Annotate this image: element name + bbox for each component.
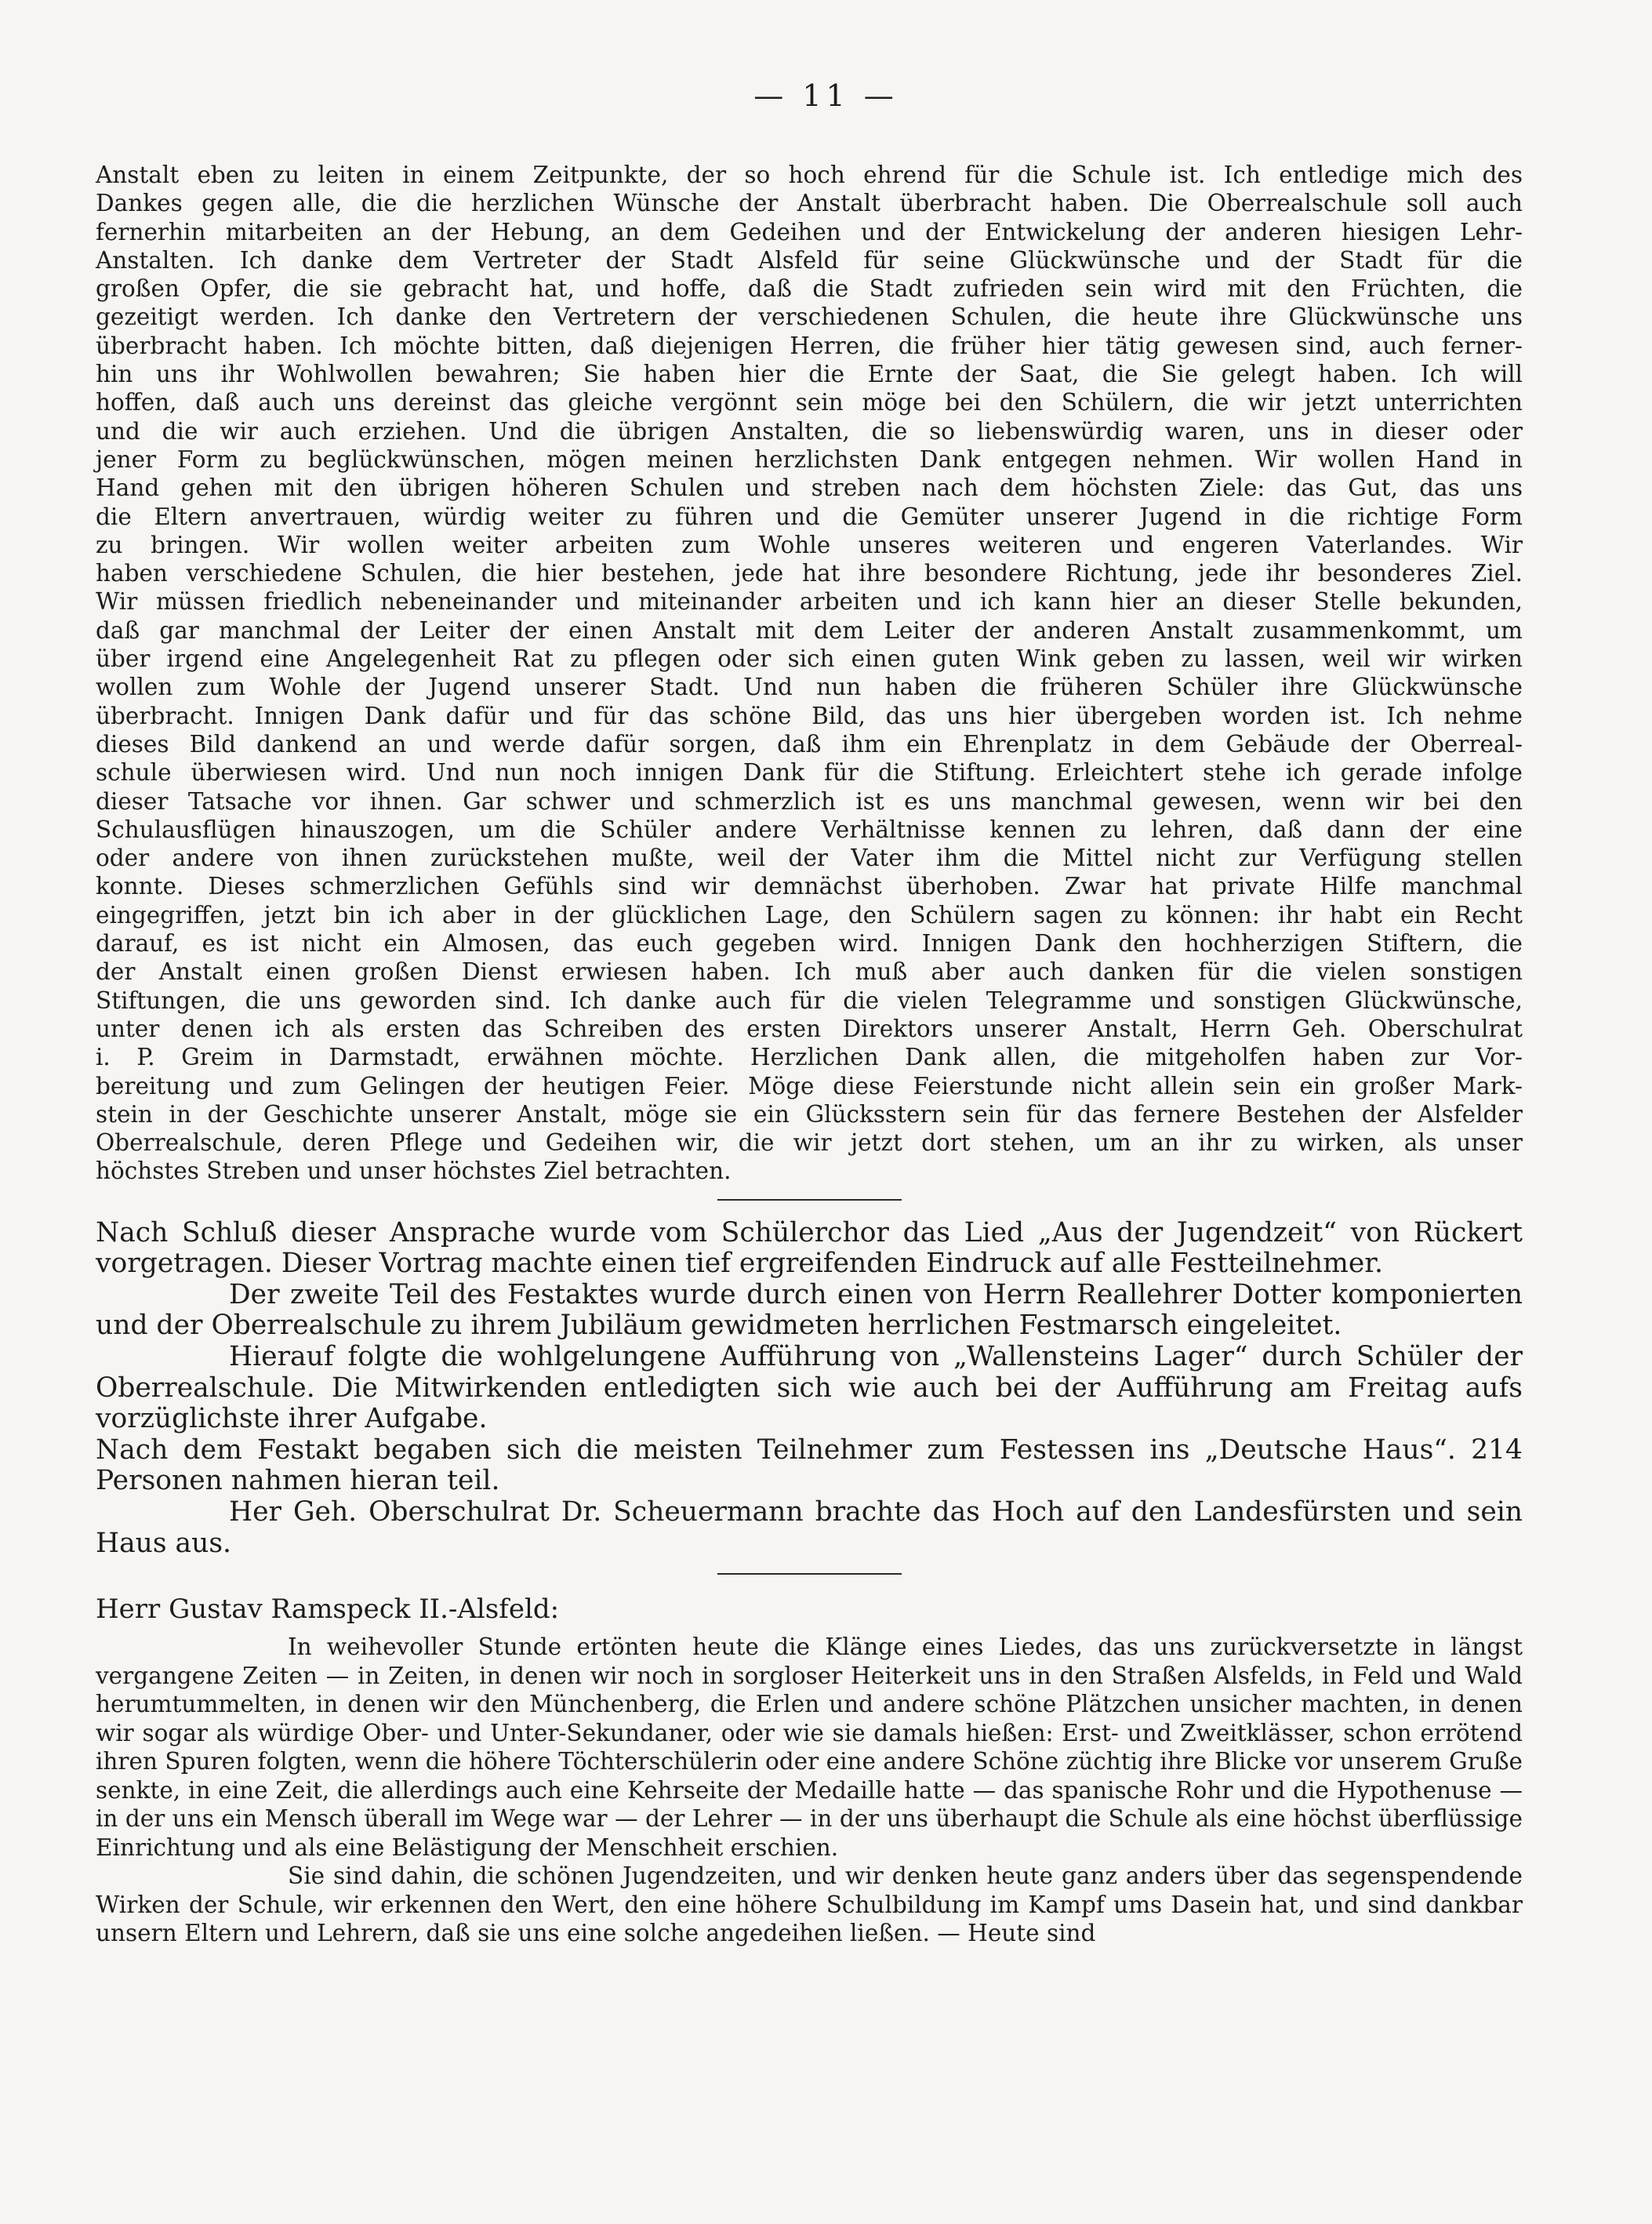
text-line: stein in der Geschichte unserer Anstalt, möge sie ein Glücksstern sein für das fernere Bestehen der Alsfelder bbox=[96, 1100, 1523, 1128]
text-line: der Anstalt einen großen Dienst erwiesen haben. Ich muß aber auch danken für die vielen sonstigen bbox=[96, 958, 1523, 986]
paragraph: Der zweite Teil des Festaktes wurde durch einen von Herrn Reallehrer Dotter komponierten und der Oberrealschule zu ihrem Jubiläum gewidmeten herrlichen Festmarsch eingeleitet. bbox=[96, 1278, 1523, 1342]
text-line: überbracht. Innigen Dank dafür und für das schöne Bild, das uns hier übergeben worden ist. Ich nehme bbox=[96, 702, 1523, 729]
ceremony-report bbox=[96, 1218, 1523, 1560]
text-line: Anstalten. Ich danke dem Vertreter der Stadt Alsfeld für seine Glückwünsche und der Stadt für die bbox=[96, 246, 1523, 274]
text-line: gezeitigt werden. Ich danke den Vertretern der verschiedenen Schulen, die heute ihre Glückwünsche uns bbox=[96, 303, 1523, 331]
text-line: jener Form zu beglückwünschen, mögen meinen herzlichsten Dank entgegen nehmen. Wir wollen Hand in bbox=[96, 445, 1523, 473]
text-line: dieses Bild dankend an und werde dafür sorgen, daß ihm ein Ehrenplatz in dem Gebäude der Oberreal- bbox=[96, 730, 1523, 758]
text-line: die Eltern anvertrauen, würdig weiter zu führen und die Gemüter unserer Jugend in die richtige Form bbox=[96, 503, 1523, 530]
text-line: hin uns ihr Wohlwollen bewahren; Sie haben hier die Ernte der Saat, die Sie gelegt haben. Ich will bbox=[96, 361, 1523, 388]
page-content bbox=[96, 161, 1523, 1948]
paragraph: Hierauf folgte die wohlgelungene Aufführung von „Wallensteins Lager“ durch Schüler der Oberrealschule. Die Mitwirkenden entledigten sich wie auch bei der Aufführung am Freitag aufs vorzüglichste ihrer Aufgabe. bbox=[96, 1341, 1523, 1435]
text-line: konnte. Dieses schmerzlichen Gefühls sind wir demnächst überhoben. Zwar hat private Hilfe manchmal bbox=[96, 873, 1523, 900]
text-line: Hand gehen mit den übrigen höheren Schulen und streben nach dem höchsten Ziele: das Gut, das uns bbox=[96, 474, 1523, 502]
text-line: schule überwiesen wird. Und nun noch innigen Dank für die Stiftung. Erleichtert stehe ich gerade infolge bbox=[96, 759, 1523, 787]
text-line: wollen zum Wohle der Jugend unserer Stadt. Und nun haben die früheren Schüler ihre Glückwünsche bbox=[96, 674, 1523, 701]
text-line: Schulausflügen hinauszogen, um die Schüler andere Verhältnisse kennen zu lehren, daß dann der eine bbox=[96, 816, 1523, 843]
text-line: darauf, es ist nicht ein Almosen, das euch gegeben wird. Innigen Dank den hochherzigen Stiftern, die bbox=[96, 930, 1523, 958]
text-line: höchstes Streben und unser höchstes Ziel betrachten. bbox=[96, 1157, 732, 1185]
section-divider bbox=[717, 1573, 902, 1575]
text-line: zu bringen. Wir wollen weiter arbeiten zum Wohle unseres weiteren und engeren Vaterlandes. Wir bbox=[96, 531, 1523, 558]
section-divider bbox=[717, 1199, 902, 1201]
text-line: über irgend eine Angelegenheit Rat zu pflegen oder sich einen guten Wink geben zu lassen, weil wir wirken bbox=[96, 645, 1523, 673]
text-line: eingegriffen, jetzt bin ich aber in der glücklichen Lage, den Schülern sagen zu können: ihr habt ein Recht bbox=[96, 901, 1523, 928]
text-line: und die wir auch erziehen. Und die übrigen Anstalten, die so liebenswürdig waren, uns in dieser oder bbox=[96, 417, 1523, 445]
text-line: fernerhin mitarbeiten an der Hebung, an dem Gedeihen und der Entwickelung der anderen hiesigen Lehr- bbox=[96, 218, 1523, 245]
paragraph: Nach dem Festakt begaben sich die meisten Teilnehmer zum Festessen ins „Deutsche Haus“. 214 Personen nahmen hieran teil. bbox=[96, 1434, 1523, 1497]
paragraph: Her Geh. Oberschulrat Dr. Scheuermann brachte das Hoch auf den Landesfürsten und sein Haus aus. bbox=[96, 1496, 1523, 1559]
text-line: i. P. Greim in Darmstadt, erwähnen möchte. Herzlichen Dank allen, die mitgeholfen haben zur Vor- bbox=[96, 1044, 1523, 1071]
text-line: hoffen, daß auch uns dereinst das gleiche vergönnt sein möge bei den Schülern, die wir jetzt unterrichten bbox=[96, 389, 1523, 416]
paragraph: Nach Schluß dieser Ansprache wurde vom Schülerchor das Lied „Aus der Jugendzeit“ von Rückert vorgetragen. Dieser Vortrag machte einen tief ergreifenden Eindruck auf alle Festteilnehmer. bbox=[96, 1216, 1523, 1280]
text-line: überbracht haben. Ich möchte bitten, daß diejenigen Herren, die früher hier tätig gewesen sind, auch ferner- bbox=[96, 332, 1523, 359]
text-line: dieser Tatsache vor ihnen. Gar schwer und schmerzlich ist es uns manchmal gewesen, wenn wir bei den bbox=[96, 787, 1523, 815]
text-line: haben verschiedene Schulen, die hier bestehen, jede hat ihre besondere Richtung, jede ihr besonderes Ziel. bbox=[96, 560, 1523, 587]
text-line: Stiftungen, die uns geworden sind. Ich danke auch für die vielen Telegramme und sonstigen Glückwünsche, bbox=[96, 987, 1523, 1014]
text-line: Oberrealschule, deren Pflege und Gedeihen wir, die wir jetzt dort stehen, um an ihr zu wirken, als unser bbox=[96, 1129, 1523, 1157]
speech-continuation bbox=[96, 161, 1523, 1186]
paragraph: Sie sind dahin, die schönen Jugendzeiten, und wir denken heute ganz anders über das segenspendende Wirken der Schule, wir erkennen den Wert, den eine höhere Schulbildung im Kampf ums Dasein hat, und sind dankbar unsern Eltern und Lehrern, daß sie uns eine solche angedeihen ließen. — Heute sind bbox=[96, 1862, 1523, 1947]
speaker-heading: Herr Gustav Ramspeck II.-Alsfeld: bbox=[96, 1594, 560, 1626]
text-line: daß gar manchmal der Leiter der einen Anstalt mit dem Leiter der anderen Anstalt zusammenkommt, um bbox=[96, 616, 1523, 644]
text-line: unter denen ich als ersten das Schreiben des ersten Direktors unserer Anstalt, Herrn Geh. Oberschulrat bbox=[96, 1015, 1523, 1042]
text-line: bereitung und zum Gelingen der heutigen Feier. Möge diese Feierstunde nicht allein sein ein großer Mark- bbox=[96, 1072, 1523, 1099]
paragraph: In weihevoller Stunde ertönten heute die Klänge eines Liedes, das uns zurückversetzte in längst vergangene Zeiten — in Zeiten, in denen wir noch in sorgloser Heiterkeit uns in den Straßen Alsfelds, in Feld und Wald herumtummelten, in denen wir den Münchenberg, die Erlen und andere schöne Plätzchen unsicher machten, in denen wir sogar als würdige Ober- und Unter-Sekundaner, oder wie sie damals hießen: Erst- und Zweitklässer, schon errötend ihren Spuren folgten, wenn die höhere Töchterschülerin oder eine andere Schöne züchtig ihre Blicke vor unserem Gruße senkte, in eine Zeit, die allerdings auch eine Kehrseite der Medaille hatte — das spanische Rohr und die Hypothenuse — in der uns ein Mensch überall im Wege war — der Lehrer — in der uns überhaupt die Schule als eine höchst überflüssige Einrichtung und als eine Belästigung der Menschheit erschien. bbox=[96, 1633, 1523, 1861]
text-line: Dankes gegen alle, die die herzlichen Wünsche der Anstalt überbracht haben. Die Oberrealschule soll auch bbox=[96, 190, 1523, 217]
text-line: Wir müssen friedlich nebeneinander und miteinander arbeiten und ich kann hier an dieser Stelle bekunden, bbox=[96, 588, 1523, 616]
text-line: Anstalt eben zu leiten in einem Zeitpunkte, der so hoch ehrend für die Schule ist. Ich entledige mich des bbox=[96, 162, 1523, 188]
page-number: — 11 — bbox=[753, 78, 899, 113]
text-line: großen Opfer, die sie gebracht hat, und hoffe, daß die Stadt zufrieden sein wird mit den Früchten, die bbox=[96, 275, 1523, 303]
text-line: oder andere von ihnen zurückstehen mußte, weil der Vater ihm die Mittel nicht zur Verfügung stellen bbox=[96, 845, 1523, 872]
speech-ramspeck bbox=[96, 1633, 1523, 1948]
